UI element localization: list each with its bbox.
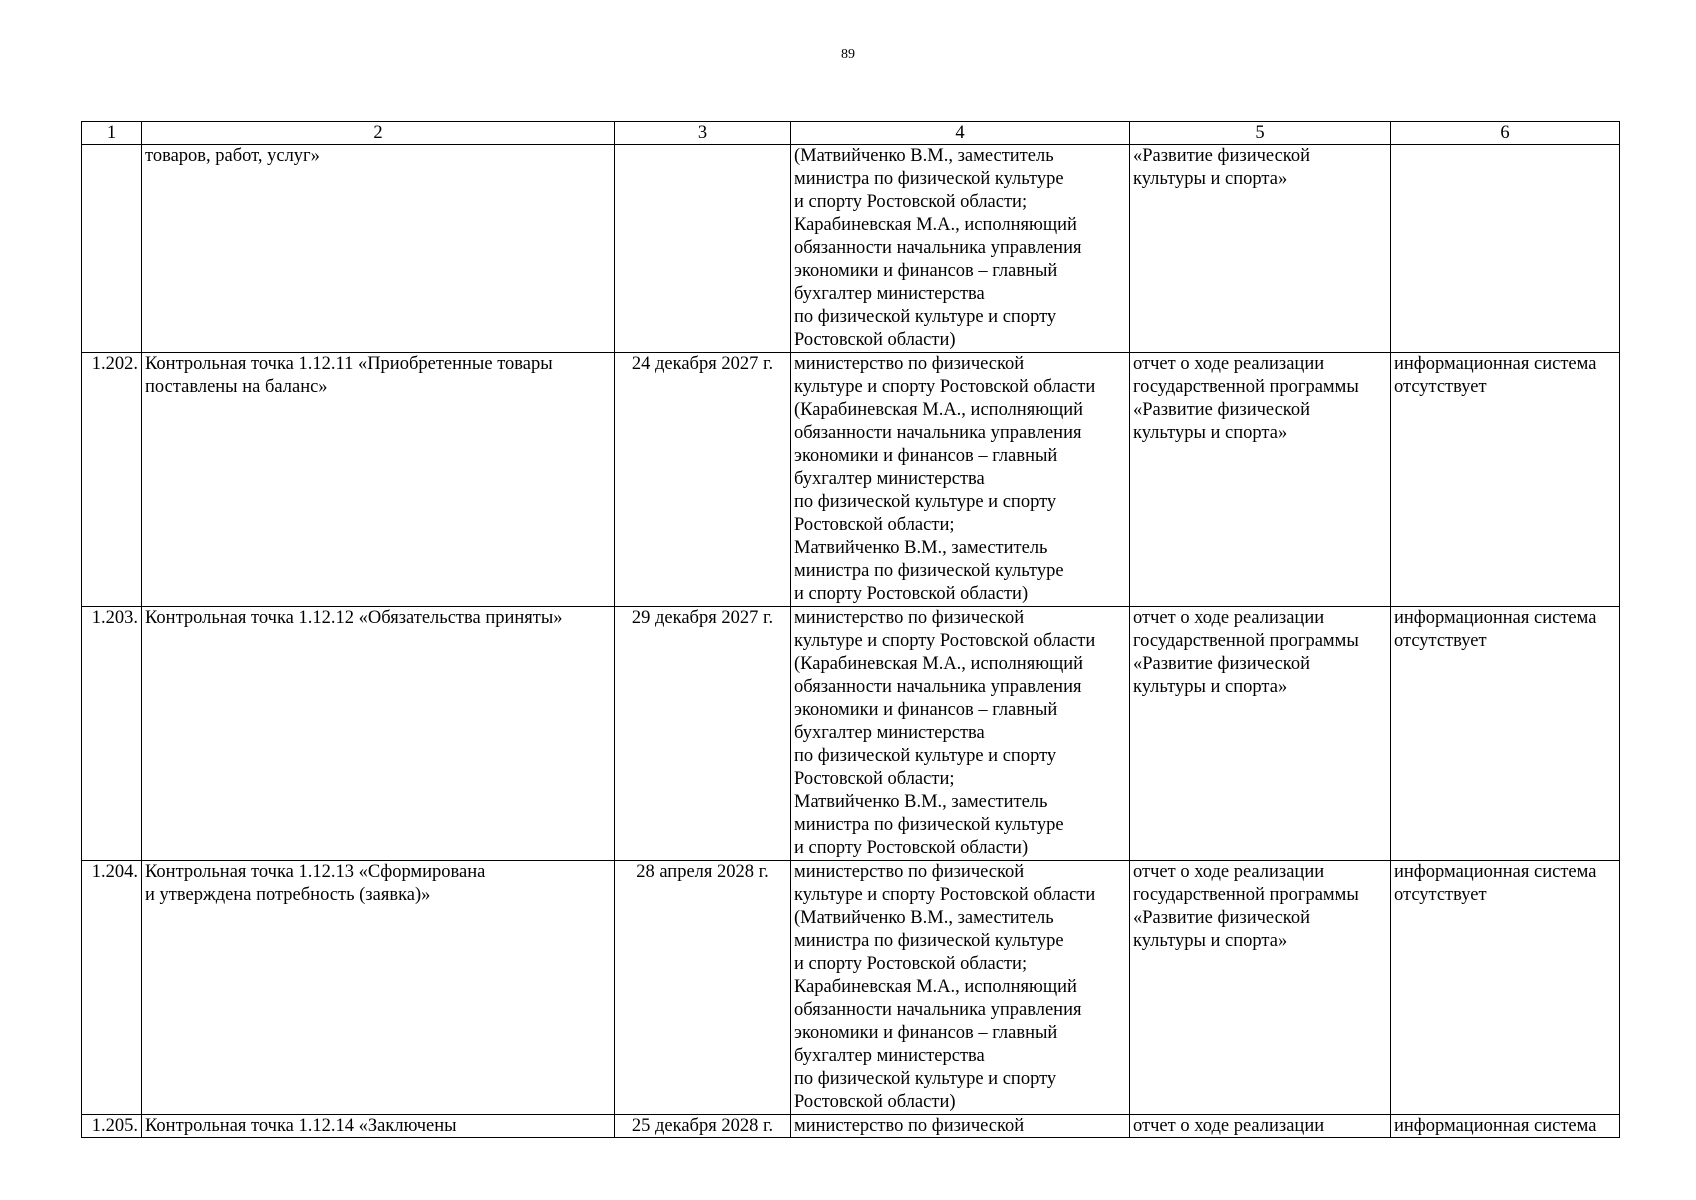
confirming-document: отчет о ходе реализации государственной программы «Развитие физической культуры и спорта» [1130, 607, 1391, 861]
row-number: 1.205. [82, 1115, 142, 1138]
control-point-name: Контрольная точка 1.12.11 «Приобретенные товары поставлены на баланс» [142, 353, 615, 607]
deadline-date: 25 декабря 2028 г. [615, 1115, 791, 1138]
row-number: 1.202. [82, 353, 142, 607]
information-system [1391, 145, 1620, 353]
header-col-4: 4 [791, 122, 1130, 145]
header-col-5: 5 [1130, 122, 1391, 145]
confirming-document: «Развитие физической культуры и спорта» [1130, 145, 1391, 353]
control-points-table [81, 121, 1620, 1138]
confirming-document: отчет о ходе реализации [1130, 1115, 1391, 1138]
control-point-name: Контрольная точка 1.12.14 «Заключены [142, 1115, 615, 1138]
responsible-executor: министерство по физической культуре и спорту Ростовской области (Карабиневская М.А., исполняющий обязанности начальника управления экономики и финансов – главный бухгалтер министерства по физической культуре и спорту Ростовской области; Матвийченко В.М., заместитель министра по физической культуре и спорту Ростовской области) [791, 353, 1130, 607]
information-system: информационная система отсутствует [1391, 861, 1620, 1115]
table-row [82, 1115, 1620, 1138]
responsible-executor: (Матвийченко В.М., заместитель министра по физической культуре и спорту Ростовской области; Карабиневская М.А., исполняющий обязанности начальника управления экономики и финансов – главный бухгалтер министерства по физической культуре и спорту Ростовской области) [791, 145, 1130, 353]
table-row [82, 861, 1620, 1115]
responsible-executor: министерство по физической культуре и спорту Ростовской области (Карабиневская М.А., исполняющий обязанности начальника управления экономики и финансов – главный бухгалтер министерства по физической культуре и спорту Ростовской области; Матвийченко В.М., заместитель министра по физической культуре и спорту Ростовской области) [791, 607, 1130, 861]
table-row [82, 353, 1620, 607]
header-col-2: 2 [142, 122, 615, 145]
header-col-3: 3 [615, 122, 791, 145]
header-col-1: 1 [82, 122, 142, 145]
row-number: 1.203. [82, 607, 142, 861]
confirming-document: отчет о ходе реализации государственной программы «Развитие физической культуры и спорта» [1130, 861, 1391, 1115]
table-row [82, 145, 1620, 353]
control-point-name: товаров, работ, услуг» [142, 145, 615, 353]
deadline-date: 29 декабря 2027 г. [615, 607, 791, 861]
deadline-date: 24 декабря 2027 г. [615, 353, 791, 607]
header-col-6: 6 [1391, 122, 1620, 145]
deadline-date: 28 апреля 2028 г. [615, 861, 791, 1115]
information-system: информационная система отсутствует [1391, 607, 1620, 861]
deadline-date [615, 145, 791, 353]
information-system: информационная система [1391, 1115, 1620, 1138]
control-point-name: Контрольная точка 1.12.12 «Обязательства приняты» [142, 607, 615, 861]
confirming-document: отчет о ходе реализации государственной программы «Развитие физической культуры и спорта» [1130, 353, 1391, 607]
row-number [82, 145, 142, 353]
row-number: 1.204. [82, 861, 142, 1115]
responsible-executor: министерство по физической культуре и спорту Ростовской области (Матвийченко В.М., заместитель министра по физической культуре и спорту Ростовской области; Карабиневская М.А., исполняющий обязанности начальника управления экономики и финансов – главный бухгалтер министерства по физической культуре и спорту Ростовской области) [791, 861, 1130, 1115]
responsible-executor: министерство по физической [791, 1115, 1130, 1138]
control-point-name: Контрольная точка 1.12.13 «Сформирована и утверждена потребность (заявка)» [142, 861, 615, 1115]
table-row [82, 607, 1620, 861]
information-system: информационная система отсутствует [1391, 353, 1620, 607]
header-row [82, 122, 1620, 145]
page-number: 89 [841, 47, 855, 62]
